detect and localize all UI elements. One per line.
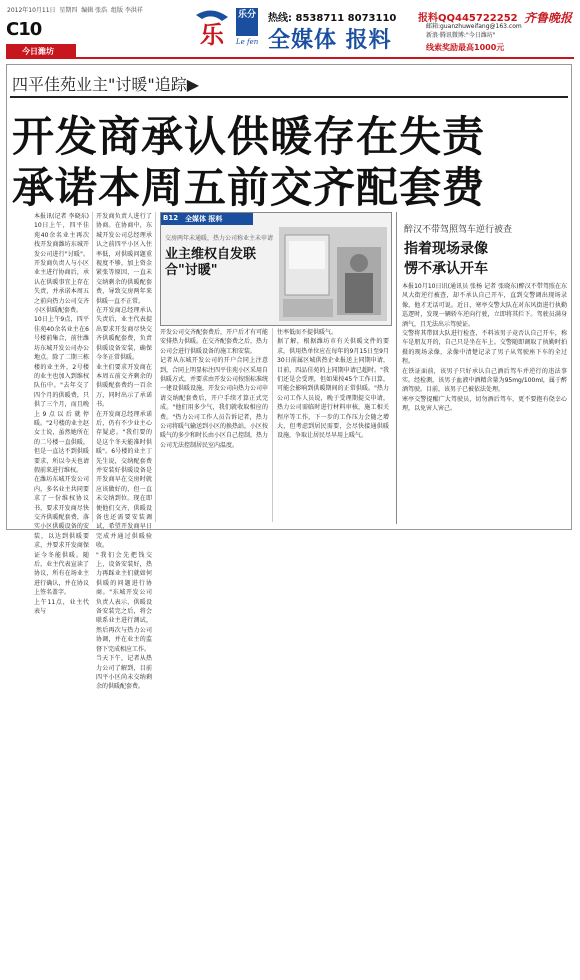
side-headline-2: 愣不承认开车 xyxy=(404,261,488,277)
masthead-editor: 编辑 张浩 xyxy=(81,7,108,14)
column-divider xyxy=(92,212,93,522)
article-column-2: 开发商负责人进行了协商。在协商中，东城开发公司总经理承认之前四平小区入住率低，对供暖问题重视度不够，加上资金紧张等原因，一直未交纳剩余的供暖配套费，导致交房两年来供暖一直不正常。 在开发商总经理承认失责后，业主代表提出要求开发商尽快交齐供暖配套费，负责供暖设备安装，确保今冬正常供暖。 业主们要求开发商在本周五前交齐剩余的供暖配套费约一百余万，同时出示了承诺书。 在开发商总经理承诺后，仍有不少业主心存疑虑。"我们要的是这个冬天能准时供暖"。6号楼的业主丁先生说，交纳配套费并安装好供暖设备是开发商早在交房时就应该做好的，但一直未交纳到位。现在即便他们交齐，供暖设备也还需要安装调试，希望开发商早日完成并通过供暖验收。 "我们会先把钱交上，设备安装好，热力再踩业主们就如何供暖的问题进行协商。"东城开发公司负责人表示，供暖设备安装完之后，将会联系业主进行测试，然后再次与热力公司协调，并在业主的监督下完成相应工作。 当天下午，记者从热力公司了解到，目前四平小区尚未交纳剩余的供暖配套费。 xyxy=(96,213,152,691)
side-kicker: 醉汉不带驾照驾车逆行被查 xyxy=(404,225,513,235)
svg-text:乐: 乐 xyxy=(200,20,224,49)
column-divider xyxy=(272,328,273,522)
figure-caption-small: 交房两年未通暖，热力公司称业主未申请 xyxy=(165,235,274,242)
article-column-4: 住率低而不提供暖气。 据了解，根据潍坊市有关供暖文件的要求，供用热单位应在每年的9月15日至9月30日前属区城供热企业报送上同期申请，目前，四品佳苑的上同期申请已超时。"我们还是会受理，但如果按45个工作日算，可能会影响到供暖期间的正常供暖。"热力公司工作人员说，晚于受理期提交申请，热力公司需临时进行材料审核，施工相关程序等工作，下一步的工作压力会随之增大，但考虑到居民需要，会尽快接通供暖设施，争取让居民尽早用上暖气。 xyxy=(277,329,389,440)
brand-en: Le fen xyxy=(236,38,259,46)
email-label: 邮箱: xyxy=(426,23,441,30)
main-kicker: 四平佳苑业主"讨暖"追踪▶ xyxy=(12,75,200,94)
masthead-rule xyxy=(6,57,574,59)
hotline xyxy=(268,9,396,24)
email-value: guanzhuweifang@163.com xyxy=(440,23,522,30)
hotline-numbers: 8538711 8073110 xyxy=(295,13,397,24)
article-figure xyxy=(160,212,392,326)
masthead-date: 2012年10月11日 xyxy=(7,7,56,14)
figure-badge-page: B12 xyxy=(163,214,179,222)
section-tab xyxy=(6,44,76,57)
masthead-designer: 组版 李洪祥 xyxy=(110,7,143,14)
figure-badge-label: 全媒体 报料 xyxy=(185,215,223,223)
figure-caption-title: 业主维权自发联合"讨暖" xyxy=(165,247,257,278)
weibo-line xyxy=(426,32,495,40)
figure-photo xyxy=(279,227,387,321)
article-column-3: 开发公司交齐配套费后，开户后才有可能安排热力供暖。在交齐配套费之后，热力公司会进行供暖设备的施工和安装。 记者从东城开发公司的开户合同上注意到，合同上明显标注四平佳苑小区采用自供暖方式，并要求由开发公司按照标准统一建设供暖设施，开发公司向热力公司申请交纳配套费后，开户手续才算正式完成。"他们用多少气，我们就收取相应的费。"热力公司工作人员告诉记者，热力公司将暖气输送到小区的换热站，小区按暖气的多少和时长由小区自己控制，热力公司无法控制居民室内温度。 xyxy=(160,329,269,449)
side-article-body: 本报10月10日讯(通讯员 张杨 记者 张晓东)醉汉不带驾照在东风大街逆行被查，却不承认自己开车，直到交警调出现场录像，他才无话可说。近日，寒亭交警大队在对东风街进行执勤巡逻时，发现一辆轿车逆向行驶，立即将其拦下。驾驶员满身酒气，且无法出示驾驶证。 交警将其带回大队进行检查，不料该男子竟否认自己开车，称车是朋友开的，自己只是坐在车上。交警随即调取了执勤时拍摄的现场录像，录像中清楚记录了男子从驾驶座下车的全过程。 在铁证面前，该男子只好承认自己酒后驾车并逆行的违法事实。经检测，该男子血液中酒精含量为95mg/100ml，属于醉酒驾驶。目前，该男子已被依法处理。 寒亭交警提醒广大驾驶员，切勿酒后驾车，更不要抱有侥幸心理，以免害人害己。 xyxy=(402,283,567,413)
banner-slogan: 全媒体 报料 xyxy=(268,28,392,53)
section-label: 今日潍坊 xyxy=(22,47,54,56)
brand-logo-icon xyxy=(192,7,232,51)
masthead-info xyxy=(7,7,143,15)
newspaper-logo: 齐鲁晚报 xyxy=(524,11,573,25)
email-line xyxy=(426,23,522,31)
weibo-label: 新浪·腾讯微博: xyxy=(426,32,466,39)
side-headline-1: 指着现场录像 xyxy=(404,241,488,257)
hotline-label: 热线: xyxy=(268,13,292,24)
main-headline-2: 承诺本周五前交齐配套费 xyxy=(12,163,486,212)
page-number: C10 xyxy=(6,19,42,40)
brand-vertical xyxy=(236,8,258,36)
column-divider xyxy=(155,212,156,522)
article-column-1: 本报讯(记者 李晓东)10日上午，四平佳苑40余名业主再次找开发商潍坊东城开发公司进行"讨暖"。开发商负责人与小区业主进行协商后，承认在供暖事宜上存在失责，并承诺本周五之前向热力公司交齐小区供暖配套费。 10日上午9点，四平佳苑40余名业主在6号楼前集合，前往潍坊东城开发公司办公地点。除了二期三栋楼的业主外，2号楼的业主也加入到维权队伍中。"去年交了四个月的供暖费，只供了三个月，而且晚上9点以后就停暖。"2号楼的业主赵女士说，虽然她所在的二号楼一直供暖，但是一直达不到供暖要求，所以今天也请假前来进行维权。 在潍坊东城开发公司内，多名业主共同要求了一份维权协议书，要求开发商尽快交齐供暖配套费，落实小区供暖设备的安装，以达到供暖要求，并要求开发商保证今冬能供暖。随后，业主代表宣读了协议，所有在场业主进行确认，并在协议上签名盖字。 上午11点，业主代表与 xyxy=(34,213,89,616)
figure-badge xyxy=(161,213,253,225)
qq-label: 报料QQ445722252 xyxy=(418,13,518,24)
main-headline-1: 开发商承认供暖存在失责 xyxy=(12,112,486,161)
kicker-rule xyxy=(10,96,568,98)
banner-ad xyxy=(190,5,520,56)
brand-cn: 乐分 xyxy=(237,10,256,20)
article-separator xyxy=(396,212,397,524)
reward-line: 线索奖励最高1000元 xyxy=(426,43,505,52)
weibo-value: "今日潍坊" xyxy=(465,32,496,39)
masthead-weekday: 星期四 xyxy=(59,7,78,14)
